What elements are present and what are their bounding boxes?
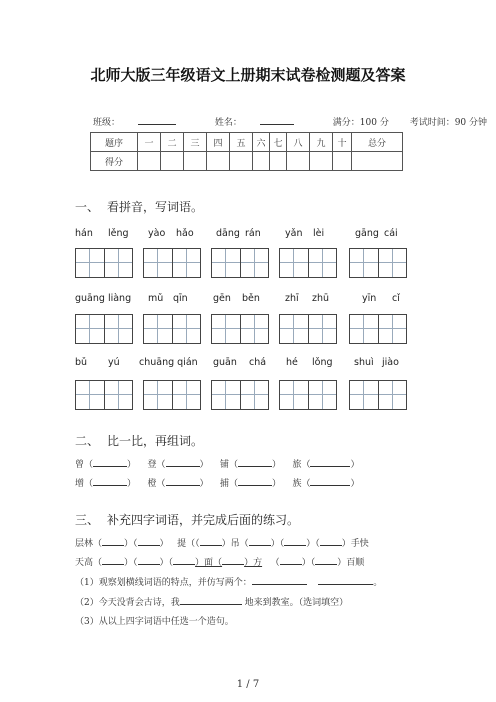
score-header-cell: 题序 [91, 133, 138, 152]
idiom-text: ）（ [159, 558, 174, 568]
pinyin: lěng [108, 228, 129, 239]
page-title: 北师大版三年级语文上册期末试卷检测题及答案 [90, 66, 406, 84]
score-cell[interactable] [230, 152, 253, 171]
pinyin: hé [286, 357, 298, 368]
idiom-text: 天高（ [75, 558, 103, 568]
answer-blank[interactable] [138, 556, 160, 565]
compare-row [75, 476, 359, 489]
bracket: ） [199, 479, 209, 489]
answer-blank[interactable] [249, 537, 271, 546]
section-3-heading [75, 511, 299, 528]
section-number: 二、 [75, 434, 100, 448]
score-cell[interactable] [333, 152, 352, 171]
answer-blank[interactable] [318, 576, 373, 585]
score-cell[interactable] [310, 152, 333, 171]
idiom-text: ）（ [301, 558, 316, 568]
score-header-cell: 九 [310, 133, 333, 152]
pinyin: rán [245, 228, 261, 239]
writing-box[interactable] [211, 380, 269, 410]
pinyin: mǔ [148, 293, 164, 304]
score-cell[interactable] [207, 152, 230, 171]
pinyin: yǎn [285, 228, 303, 239]
score-cell[interactable] [270, 152, 287, 171]
compare-row [75, 457, 359, 470]
writing-box[interactable] [349, 248, 407, 278]
score-cell[interactable] [161, 152, 184, 171]
pinyin: chuāng qián [139, 357, 198, 368]
score-header-cell: 五 [230, 133, 253, 152]
score-header-cell: 四 [207, 133, 230, 152]
pinyin: lǒng [312, 357, 333, 368]
bracket: ） [271, 460, 281, 470]
idiom-text: 提（ [177, 539, 196, 549]
char-label: 旅（ [292, 460, 311, 470]
exam-time: 考试时间：90 分钟 [409, 118, 488, 128]
pinyin: yú [108, 357, 120, 368]
char-label: 捕（ [219, 479, 238, 489]
answer-blank[interactable] [310, 477, 350, 486]
class-blank[interactable] [138, 116, 176, 125]
score-row-label: 得分 [91, 152, 138, 171]
idiom-text: ）百顺 [337, 558, 365, 568]
char-label: 橙（ [147, 479, 166, 489]
writing-box[interactable] [75, 314, 133, 344]
writing-box[interactable] [143, 380, 201, 410]
score-cell[interactable] [352, 152, 403, 171]
idiom-text: 层林（ [75, 539, 103, 549]
pinyin: hǎo [176, 228, 194, 239]
writing-box[interactable] [349, 380, 407, 410]
idiom-text: （ [270, 558, 280, 568]
section-title: 看拼音，写词语。 [107, 200, 204, 214]
section-1-heading [75, 198, 203, 215]
score-header-cell: 三 [184, 133, 207, 152]
score-cell[interactable] [138, 152, 161, 171]
writing-box[interactable] [211, 248, 269, 278]
pinyin: zhū [312, 293, 330, 304]
writing-box[interactable] [75, 380, 133, 410]
writing-box[interactable] [143, 248, 201, 278]
score-header-cell: 六 [253, 133, 270, 152]
answer-blank[interactable] [320, 537, 342, 546]
writing-box[interactable] [279, 380, 337, 410]
bracket: ） [350, 460, 360, 470]
pinyin: cái [384, 228, 398, 239]
pinyin: lèi [313, 228, 325, 239]
idiom-text: ）手快 [341, 539, 369, 549]
name-label: 姓名： [214, 118, 242, 128]
pinyin: shuì [354, 357, 374, 368]
writing-box[interactable] [279, 314, 337, 344]
question-text: （2）今天没背会古诗，我 [75, 598, 180, 608]
answer-blank[interactable] [252, 576, 307, 585]
char-label: 曾（ [75, 460, 94, 470]
pinyin: guāng liàng [75, 293, 132, 304]
name-blank[interactable] [260, 116, 294, 125]
answer-blank[interactable] [238, 458, 272, 467]
bracket: ） [271, 479, 281, 489]
answer-blank[interactable] [102, 537, 124, 546]
answer-blank[interactable] [93, 458, 127, 467]
section-title: 比一比，再组词。 [107, 434, 204, 448]
pinyin: gēn [213, 293, 231, 304]
bracket: ） [350, 479, 360, 489]
pinyin: zhī [285, 293, 299, 304]
score-header-cell: 七 [270, 133, 287, 152]
pinyin: cǐ [392, 293, 400, 304]
question-2 [75, 595, 348, 608]
writing-box[interactable] [349, 314, 407, 344]
pinyin: běn [242, 293, 260, 304]
score-cell[interactable] [253, 152, 270, 171]
pinyin: guān [213, 357, 237, 368]
score-header-cell: 八 [287, 133, 310, 152]
answer-blank[interactable] [200, 537, 222, 546]
score-header-cell: 总分 [352, 133, 403, 152]
question-text: （1）观察划横线词语的特点，并仿写两个： [75, 578, 252, 588]
pinyin: jiào [382, 357, 399, 368]
score-cell[interactable] [287, 152, 310, 171]
answer-blank[interactable] [222, 556, 244, 565]
pinyin: yīn [362, 293, 377, 304]
answer-blank[interactable] [238, 477, 272, 486]
full-score: 满分：100 分 [332, 118, 389, 128]
writing-box[interactable] [211, 314, 269, 344]
pinyin: gāng [355, 228, 379, 239]
answer-blank[interactable] [180, 596, 242, 605]
answer-blank[interactable] [138, 537, 160, 546]
answer-blank[interactable] [166, 477, 200, 486]
pinyin: yào [148, 228, 166, 239]
answer-blank[interactable] [284, 537, 306, 546]
score-header-cell: 一 [138, 133, 161, 152]
idiom-line: 层林（ ）（ ） 提（（ ）吊（ ）（ ）（ ）手快 [75, 539, 369, 549]
score-table-header-row [91, 133, 403, 152]
question-text: 地来到教室。（选词填空） [244, 598, 349, 608]
question-1 [75, 575, 382, 588]
question-text: 。 [373, 578, 383, 588]
score-header-cell: 十 [333, 133, 352, 152]
pinyin: hán [75, 228, 93, 239]
pinyin: qīn [173, 293, 188, 304]
idiom-text: ）（ [124, 558, 138, 568]
bracket: ） [127, 460, 137, 470]
answer-blank[interactable] [315, 556, 337, 565]
idiom-line [75, 555, 364, 568]
answer-blank[interactable] [166, 458, 200, 467]
idiom-text-underlined: ）面（ [195, 558, 223, 568]
idiom-text: ） [159, 539, 169, 549]
question-3 [75, 614, 234, 627]
char-label: 登（ [147, 460, 166, 470]
writing-box[interactable] [143, 314, 201, 344]
idiom-text: ）吊（ [221, 539, 249, 549]
section-number: 三、 [75, 513, 100, 527]
idiom-text: ）（ [306, 539, 320, 549]
student-info-line [93, 115, 496, 128]
score-cell[interactable] [184, 152, 207, 171]
score-header-cell: 二 [161, 133, 184, 152]
section-2-heading [75, 432, 203, 449]
pinyin: dāng [216, 228, 240, 239]
char-label: 族（ [292, 479, 311, 489]
answer-blank[interactable] [102, 556, 124, 565]
char-label: 铺（ [219, 460, 238, 470]
class-label: 班级： [93, 118, 121, 128]
answer-blank[interactable] [280, 556, 302, 565]
answer-blank[interactable] [310, 458, 350, 467]
writing-box[interactable] [279, 248, 337, 278]
bracket: ） [199, 460, 209, 470]
idiom-text: ）（ [124, 539, 138, 549]
score-table [90, 132, 403, 171]
answer-blank[interactable] [173, 556, 195, 565]
idiom-text: ）（ [270, 539, 285, 549]
writing-box[interactable] [75, 248, 133, 278]
pinyin: chá [249, 357, 267, 368]
pinyin: bǔ [75, 357, 88, 368]
page-number: 1 / 7 [236, 679, 260, 690]
idiom-text-underlined: ）方 [244, 558, 263, 568]
question-text: （3）从以上四字词语中任选一个造句。 [75, 617, 234, 627]
answer-blank[interactable] [93, 477, 127, 486]
section-number: 一、 [75, 200, 100, 214]
char-label: 增（ [75, 479, 94, 489]
section-title: 补充四字词语，并完成后面的练习。 [107, 513, 300, 527]
score-table-score-row [91, 152, 403, 171]
bracket: ） [127, 479, 137, 489]
